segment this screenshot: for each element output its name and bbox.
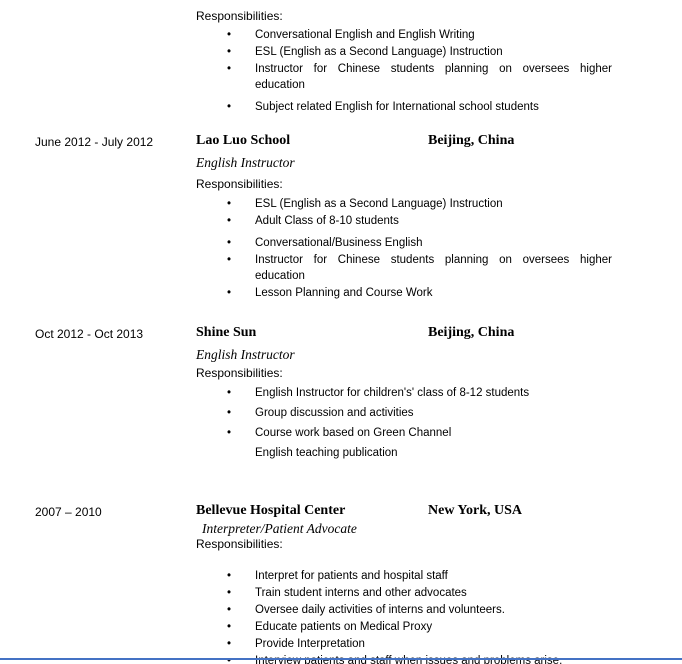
bullet-text: ESL (English as a Second Language) Instruction xyxy=(255,46,503,58)
bullet-icon: • xyxy=(227,198,232,210)
list-item xyxy=(227,568,617,584)
bullet-list xyxy=(227,568,617,664)
list-item xyxy=(227,61,617,93)
entry-title: English Instructor xyxy=(196,155,295,170)
bullet-continuation-text: English teaching publication xyxy=(255,447,398,459)
list-item xyxy=(227,585,617,601)
bullet-icon: • xyxy=(227,638,232,650)
entry-employer: Lao Luo School xyxy=(196,133,291,148)
entry-location: Beijing, China xyxy=(428,133,515,148)
bullet-text: Educate patients on Medical Proxy xyxy=(255,621,433,633)
bullet-text: Interpret for patients and hospital staff xyxy=(255,570,448,582)
bullet-text: Oversee daily activities of interns and volunteers. xyxy=(255,604,505,616)
bullet-text: Group discussion and activities xyxy=(255,407,414,419)
bullet-icon: • xyxy=(227,407,232,419)
bullet-icon: • xyxy=(227,587,232,599)
bullet-text: Instructor for Chinese students planning on oversees higher education xyxy=(255,254,612,282)
list-item xyxy=(227,27,617,43)
bullet-icon: • xyxy=(227,237,232,249)
responsibilities-label: Responsibilities: xyxy=(196,537,283,551)
list-item xyxy=(227,213,617,229)
list-item xyxy=(227,235,617,251)
bullet-icon: • xyxy=(227,287,232,299)
experience-entry xyxy=(0,4,682,116)
list-item xyxy=(227,252,617,284)
bullet-icon: • xyxy=(227,427,232,439)
bullet-text: Course work based on Green Channel xyxy=(255,427,452,439)
bullet-list xyxy=(227,27,617,115)
bullet-icon: • xyxy=(227,254,232,266)
list-item xyxy=(227,425,617,441)
list-item xyxy=(227,602,617,618)
bullet-icon: • xyxy=(227,215,232,227)
list-item xyxy=(227,636,617,652)
entry-location: New York, USA xyxy=(428,503,522,518)
bullet-text: Lesson Planning and Course Work xyxy=(255,287,433,299)
responsibilities-label: Responsibilities: xyxy=(196,9,283,23)
list-item xyxy=(227,99,617,115)
list-item xyxy=(227,285,617,301)
bullet-list xyxy=(227,385,617,441)
entry-header xyxy=(0,133,682,150)
bullet-icon: • xyxy=(227,387,232,399)
bullet-text: Adult Class of 8-10 students xyxy=(255,215,399,227)
bullet-text: ESL (English as a Second Language) Instruction xyxy=(255,198,503,210)
bullet-text: Train student interns and other advocates xyxy=(255,587,467,599)
bullet-icon: • xyxy=(227,46,232,58)
entry-title: Interpreter/Patient Advocate xyxy=(202,521,357,536)
bullet-text: Conversational English and English Writing xyxy=(255,29,475,41)
bullet-icon: • xyxy=(227,101,232,113)
bullet-icon: • xyxy=(227,570,232,582)
bullet-icon: • xyxy=(227,63,232,75)
bullet-text: English Instructor for children's' class of 8-12 students xyxy=(255,387,530,399)
entry-header xyxy=(0,503,682,520)
responsibilities-label: Responsibilities: xyxy=(196,177,283,191)
list-item xyxy=(227,196,617,212)
bullet-text: Instructor for Chinese students planning on oversees higher education xyxy=(255,63,612,91)
bullet-text: Subject related English for International school students xyxy=(255,101,539,113)
experience-entry xyxy=(0,133,682,302)
list-item xyxy=(227,405,617,421)
list-item xyxy=(227,44,617,60)
entry-header xyxy=(0,325,682,342)
experience-entry xyxy=(0,503,682,664)
responsibilities-label: Responsibilities: xyxy=(196,366,283,380)
entry-date: June 2012 - July 2012 xyxy=(35,135,154,149)
entry-location: Beijing, China xyxy=(428,325,515,340)
bullet-list xyxy=(227,196,617,301)
bullet-icon: • xyxy=(227,29,232,41)
experience-entry xyxy=(0,325,682,461)
bullet-text: Provide Interpretation xyxy=(255,638,365,650)
list-item xyxy=(227,385,617,401)
entry-title: English Instructor xyxy=(196,347,295,362)
bullet-text: Conversational/Business English xyxy=(255,237,423,249)
list-item xyxy=(227,619,617,635)
entry-employer: Shine Sun xyxy=(196,325,257,340)
entry-employer: Bellevue Hospital Center xyxy=(196,503,346,518)
bullet-icon: • xyxy=(227,604,232,616)
entry-date: Oct 2012 - Oct 2013 xyxy=(35,327,144,341)
entry-date: 2007 – 2010 xyxy=(35,505,102,519)
bullet-icon: • xyxy=(227,621,232,633)
bottom-divider xyxy=(0,658,682,660)
